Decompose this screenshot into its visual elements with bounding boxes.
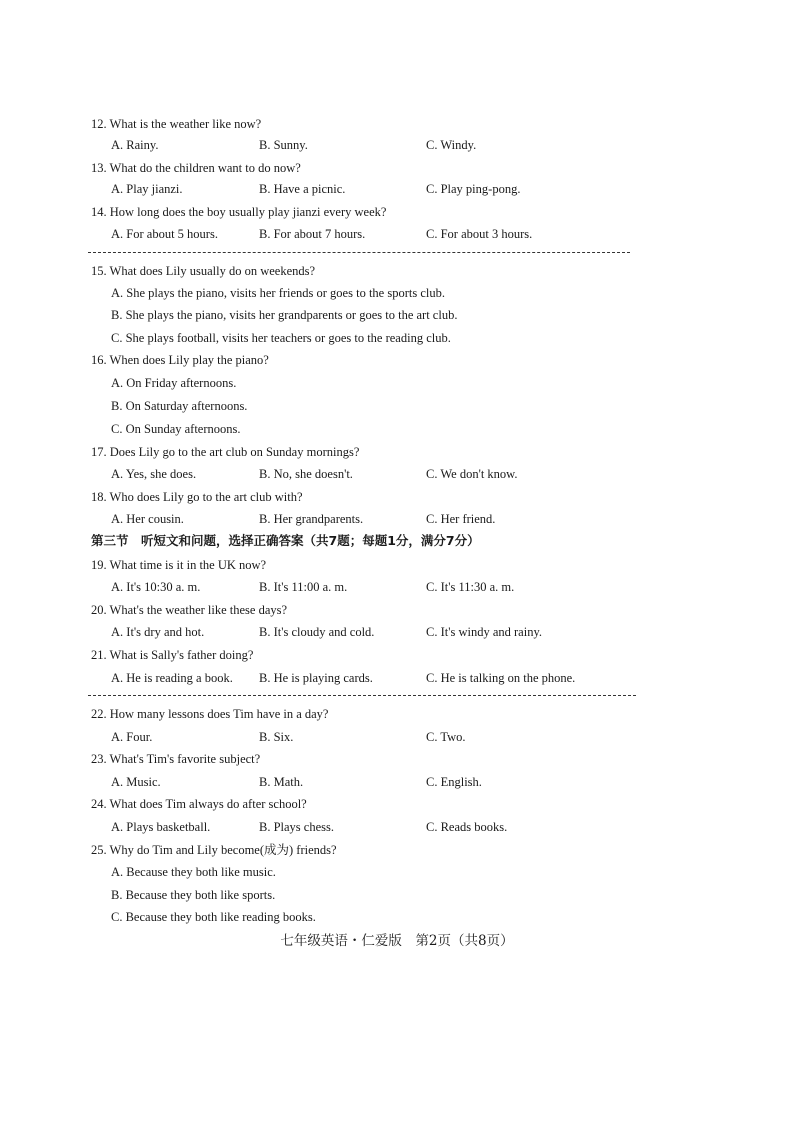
question-21-options xyxy=(0,668,794,688)
question-22 xyxy=(0,704,794,724)
question-19 xyxy=(0,555,794,575)
option-b: B. She plays the piano, visits her grandparents or goes to the art club. xyxy=(111,308,458,322)
question-18 xyxy=(0,487,794,507)
question-21 xyxy=(0,645,794,665)
option-c: C. On Sunday afternoons. xyxy=(111,422,241,436)
question-24 xyxy=(0,794,794,814)
question-stem: 18. Who does Lily go to the art club with? xyxy=(91,490,303,504)
option-a: A. Rainy. xyxy=(111,138,159,152)
section-title: 第三节 听短文和问题，选择正确答案（共7题；每题1分，满分7分） xyxy=(91,533,480,548)
question-stem: 16. When does Lily play the piano? xyxy=(91,353,269,367)
question-16 xyxy=(0,350,794,370)
dialogue-separator xyxy=(88,252,630,253)
question-stem: 13. What do the children want to do now? xyxy=(91,161,301,175)
question-12 xyxy=(0,114,794,134)
option-a: A. Plays basketball. xyxy=(111,820,211,834)
option-c: C. He is talking on the phone. xyxy=(426,671,576,685)
option-c: C. It's 11:30 a. m. xyxy=(426,580,515,594)
question-15-option-a xyxy=(0,283,794,303)
option-b: B. Plays chess. xyxy=(259,820,334,834)
question-13-options xyxy=(0,179,794,199)
question-25-option-b xyxy=(0,885,794,905)
question-15 xyxy=(0,261,794,281)
question-16-option-b xyxy=(0,396,794,416)
question-20 xyxy=(0,600,794,620)
option-c: C. Two. xyxy=(426,730,466,744)
option-b: B. It's 11:00 a. m. xyxy=(259,580,348,594)
option-a: A. It's 10:30 a. m. xyxy=(111,580,201,594)
option-a: A. Yes, she does. xyxy=(111,467,197,481)
option-a: A. He is reading a book. xyxy=(111,671,233,685)
question-25-option-c xyxy=(0,907,794,927)
option-b: B. Math. xyxy=(259,775,304,789)
option-a: A. Music. xyxy=(111,775,161,789)
option-a: A. On Friday afternoons. xyxy=(111,376,237,390)
option-b: B. He is playing cards. xyxy=(259,671,373,685)
question-stem: 20. What's the weather like these days? xyxy=(91,603,288,617)
option-b: B. Her grandparents. xyxy=(259,512,364,526)
question-16-option-a xyxy=(0,373,794,393)
question-stem: 15. What does Lily usually do on weekends? xyxy=(91,264,316,278)
question-14 xyxy=(0,202,794,222)
option-a: A. Because they both like music. xyxy=(111,865,276,879)
option-a: A. Play jianzi. xyxy=(111,182,183,196)
option-b: B. Six. xyxy=(259,730,294,744)
option-b: B. For about 7 hours. xyxy=(259,227,366,241)
option-c: C. Because they both like reading books. xyxy=(111,910,316,924)
question-13 xyxy=(0,158,794,178)
option-b: B. Because they both like sports. xyxy=(111,888,276,902)
option-c: C. It's windy and rainy. xyxy=(426,625,543,639)
option-b: B. Have a picnic. xyxy=(259,182,346,196)
option-a: A. She plays the piano, visits her friends or goes to the sports club. xyxy=(111,286,445,300)
question-stem: 25. Why do Tim and Lily become(成为) friends? xyxy=(91,843,337,857)
question-15-option-b xyxy=(0,305,794,325)
question-12-options xyxy=(0,135,794,155)
question-14-options xyxy=(0,224,794,244)
option-c: C. English. xyxy=(426,775,482,789)
section-3-header xyxy=(0,531,794,551)
question-20-options xyxy=(0,622,794,642)
question-18-options xyxy=(0,509,794,529)
option-c: C. Play ping-pong. xyxy=(426,182,521,196)
question-25-option-a xyxy=(0,862,794,882)
page-footer: 七年级英语・仁爱版 第2页（共8页） xyxy=(280,933,514,949)
question-stem: 12. What is the weather like now? xyxy=(91,117,262,131)
question-stem: 21. What is Sally's father doing? xyxy=(91,648,254,662)
option-c: C. We don't know. xyxy=(426,467,518,481)
option-b: B. It's cloudy and cold. xyxy=(259,625,375,639)
question-stem: 24. What does Tim always do after school? xyxy=(91,797,307,811)
passage-separator xyxy=(88,695,636,696)
question-22-options xyxy=(0,727,794,747)
option-c: C. Windy. xyxy=(426,138,477,152)
option-c: C. Reads books. xyxy=(426,820,508,834)
question-stem: 22. How many lessons does Tim have in a day? xyxy=(91,707,329,721)
option-c: C. She plays football, visits her teachers or goes to the reading club. xyxy=(111,331,451,345)
question-16-option-c xyxy=(0,419,794,439)
question-23 xyxy=(0,749,794,769)
question-17 xyxy=(0,442,794,462)
option-a: A. Four. xyxy=(111,730,153,744)
question-17-options xyxy=(0,464,794,484)
option-c: C. Her friend. xyxy=(426,512,496,526)
option-b: B. Sunny. xyxy=(259,138,308,152)
question-15-option-c xyxy=(0,328,794,348)
question-stem: 23. What's Tim's favorite subject? xyxy=(91,752,261,766)
option-a: A. Her cousin. xyxy=(111,512,184,526)
option-b: B. No, she doesn't. xyxy=(259,467,353,481)
option-a: A. It's dry and hot. xyxy=(111,625,205,639)
question-24-options xyxy=(0,817,794,837)
question-19-options xyxy=(0,577,794,597)
option-c: C. For about 3 hours. xyxy=(426,227,533,241)
question-stem: 14. How long does the boy usually play jianzi every week? xyxy=(91,205,387,219)
option-a: A. For about 5 hours. xyxy=(111,227,218,241)
question-stem: 17. Does Lily go to the art club on Sunday mornings? xyxy=(91,445,360,459)
question-23-options xyxy=(0,772,794,792)
question-25 xyxy=(0,840,794,860)
question-stem: 19. What time is it in the UK now? xyxy=(91,558,267,572)
option-b: B. On Saturday afternoons. xyxy=(111,399,248,413)
